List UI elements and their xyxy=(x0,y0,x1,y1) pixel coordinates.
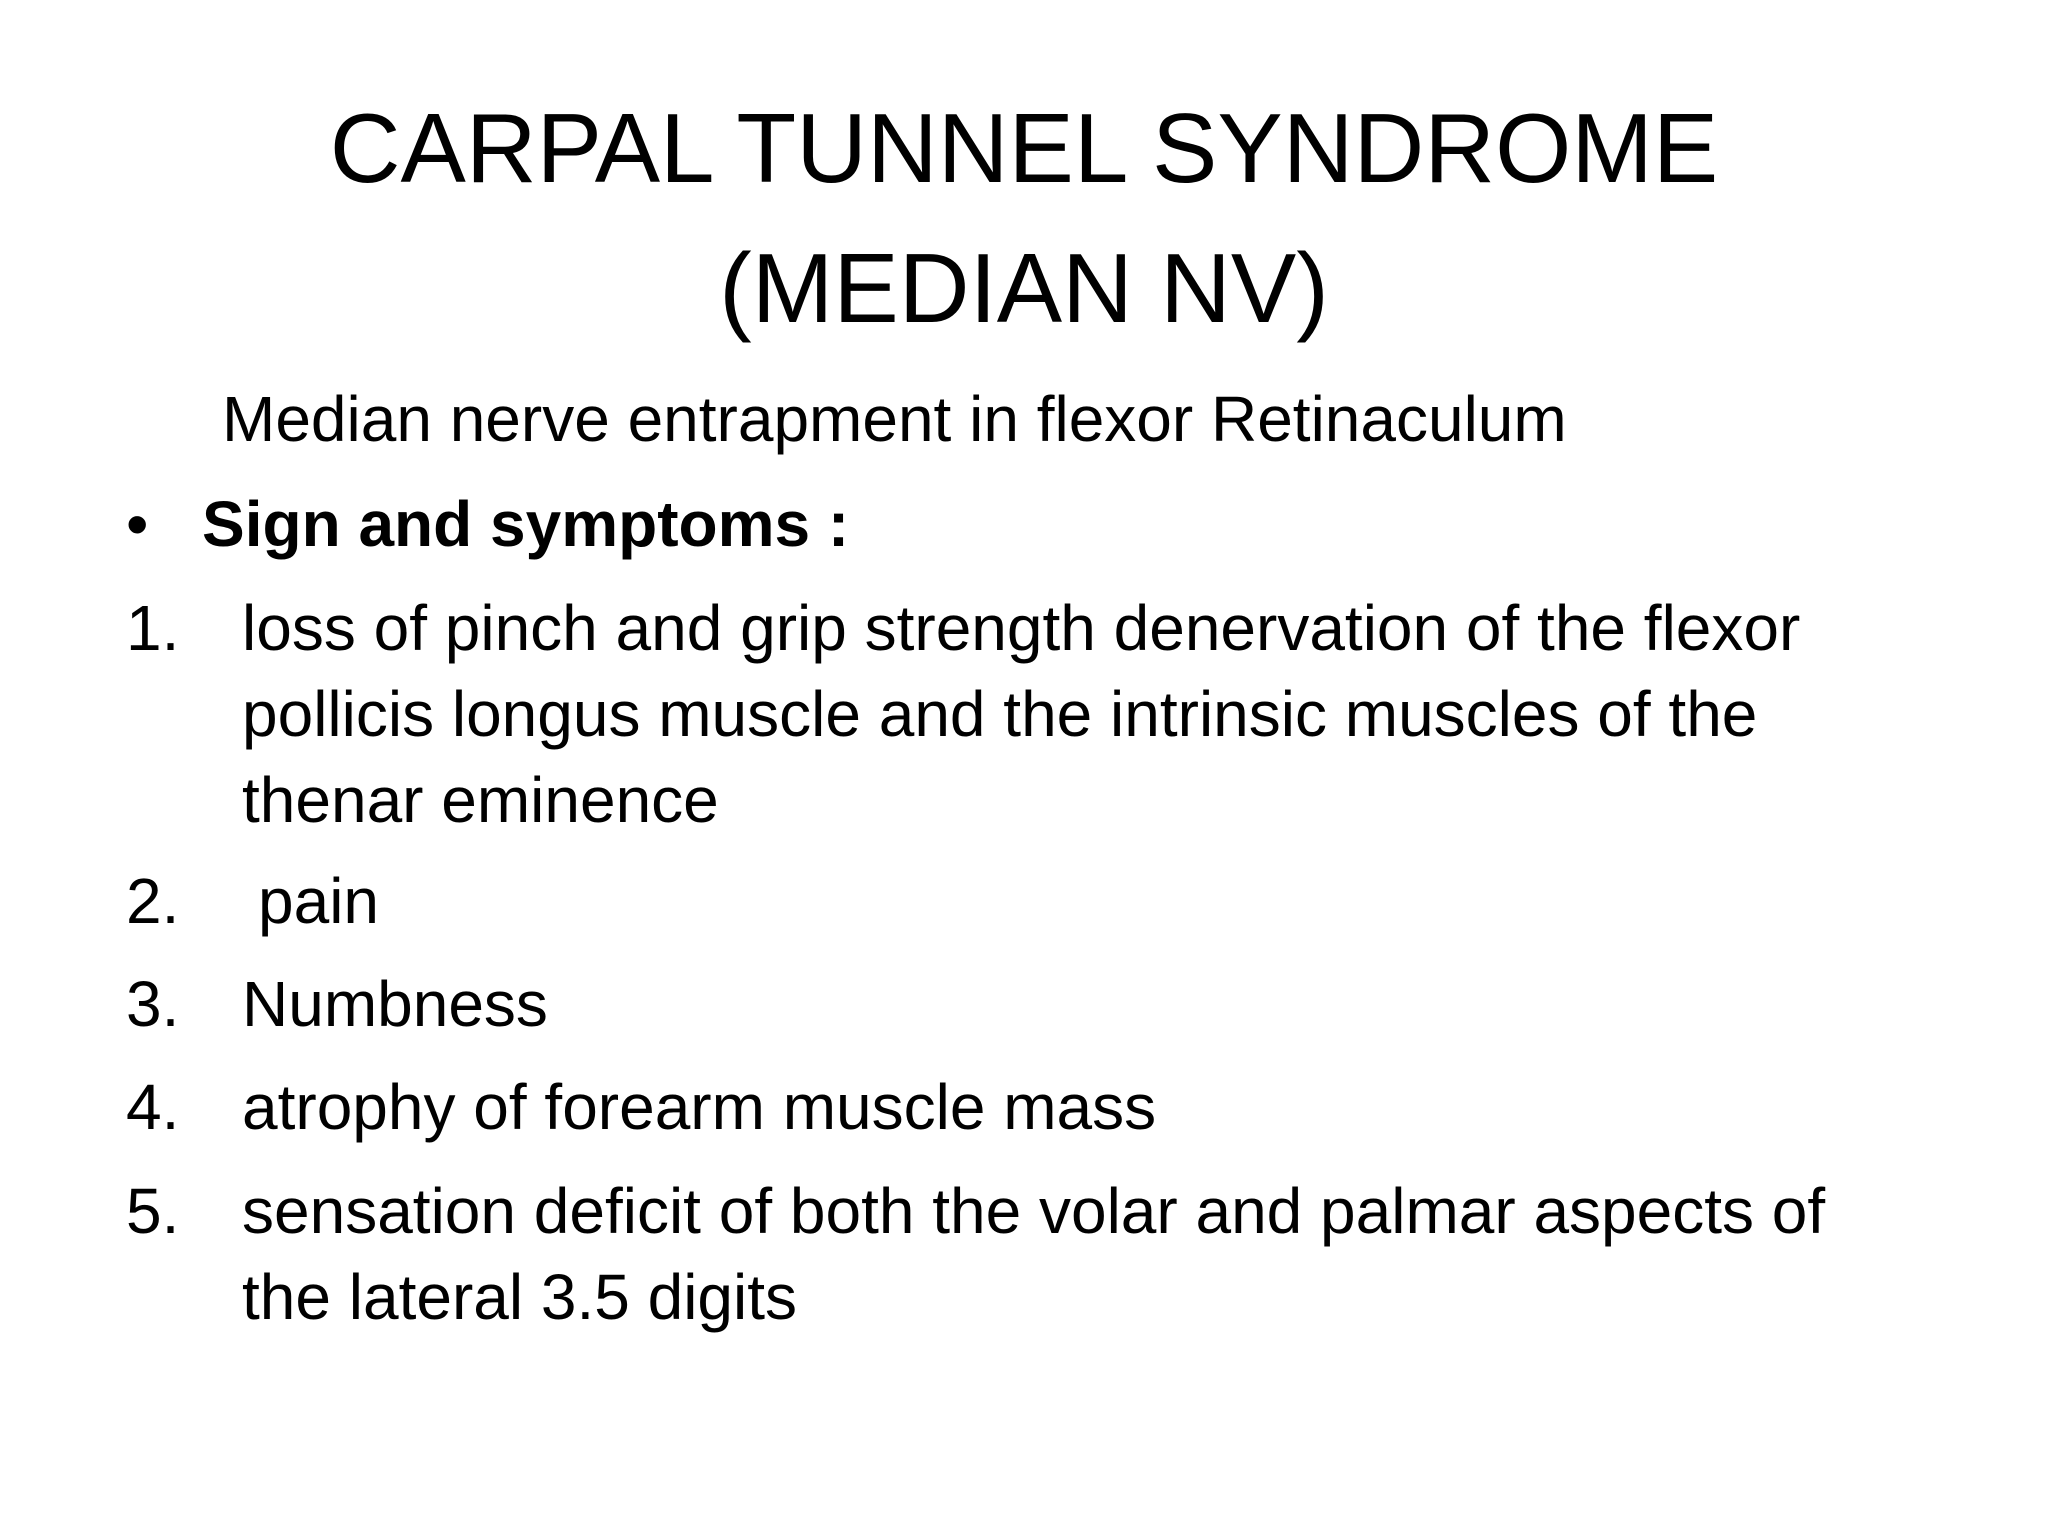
list-item-text xyxy=(242,1168,1825,1340)
list-item-text xyxy=(258,858,379,944)
bullet-icon: • xyxy=(126,488,149,560)
list-item-line: thenar eminence xyxy=(242,764,719,836)
list-item-number: 2. xyxy=(126,865,180,937)
list-item-text xyxy=(242,1064,1156,1150)
list-item-number: 5. xyxy=(126,1175,180,1247)
bullet-heading: Sign and symptoms : xyxy=(202,488,850,560)
list-item-line: Numbness xyxy=(242,968,548,1040)
slide-subtitle: Median nerve entrapment in flexor Retinaculum xyxy=(222,383,1567,455)
list-item-text xyxy=(242,585,1800,843)
list-item-line: the lateral 3.5 digits xyxy=(242,1261,797,1333)
list-item-text xyxy=(242,961,548,1047)
list-item-line: pain xyxy=(258,865,379,937)
slide-title-line-1: CARPAL TUNNEL SYNDROME xyxy=(329,93,1719,203)
list-item-line: sensation deficit of both the volar and palmar aspects of xyxy=(242,1175,1826,1247)
list-item-number: 1. xyxy=(126,592,180,664)
list-item-number: 3. xyxy=(126,968,180,1040)
slide-title-line-2: (MEDIAN NV) xyxy=(719,233,1329,343)
list-item-line: loss of pinch and grip strength denervation of the flexor xyxy=(242,592,1801,664)
list-item-line: atrophy of forearm muscle mass xyxy=(242,1071,1157,1143)
list-item-number: 4. xyxy=(126,1071,180,1143)
list-item-line: pollicis longus muscle and the intrinsic muscles of the xyxy=(242,678,1758,750)
